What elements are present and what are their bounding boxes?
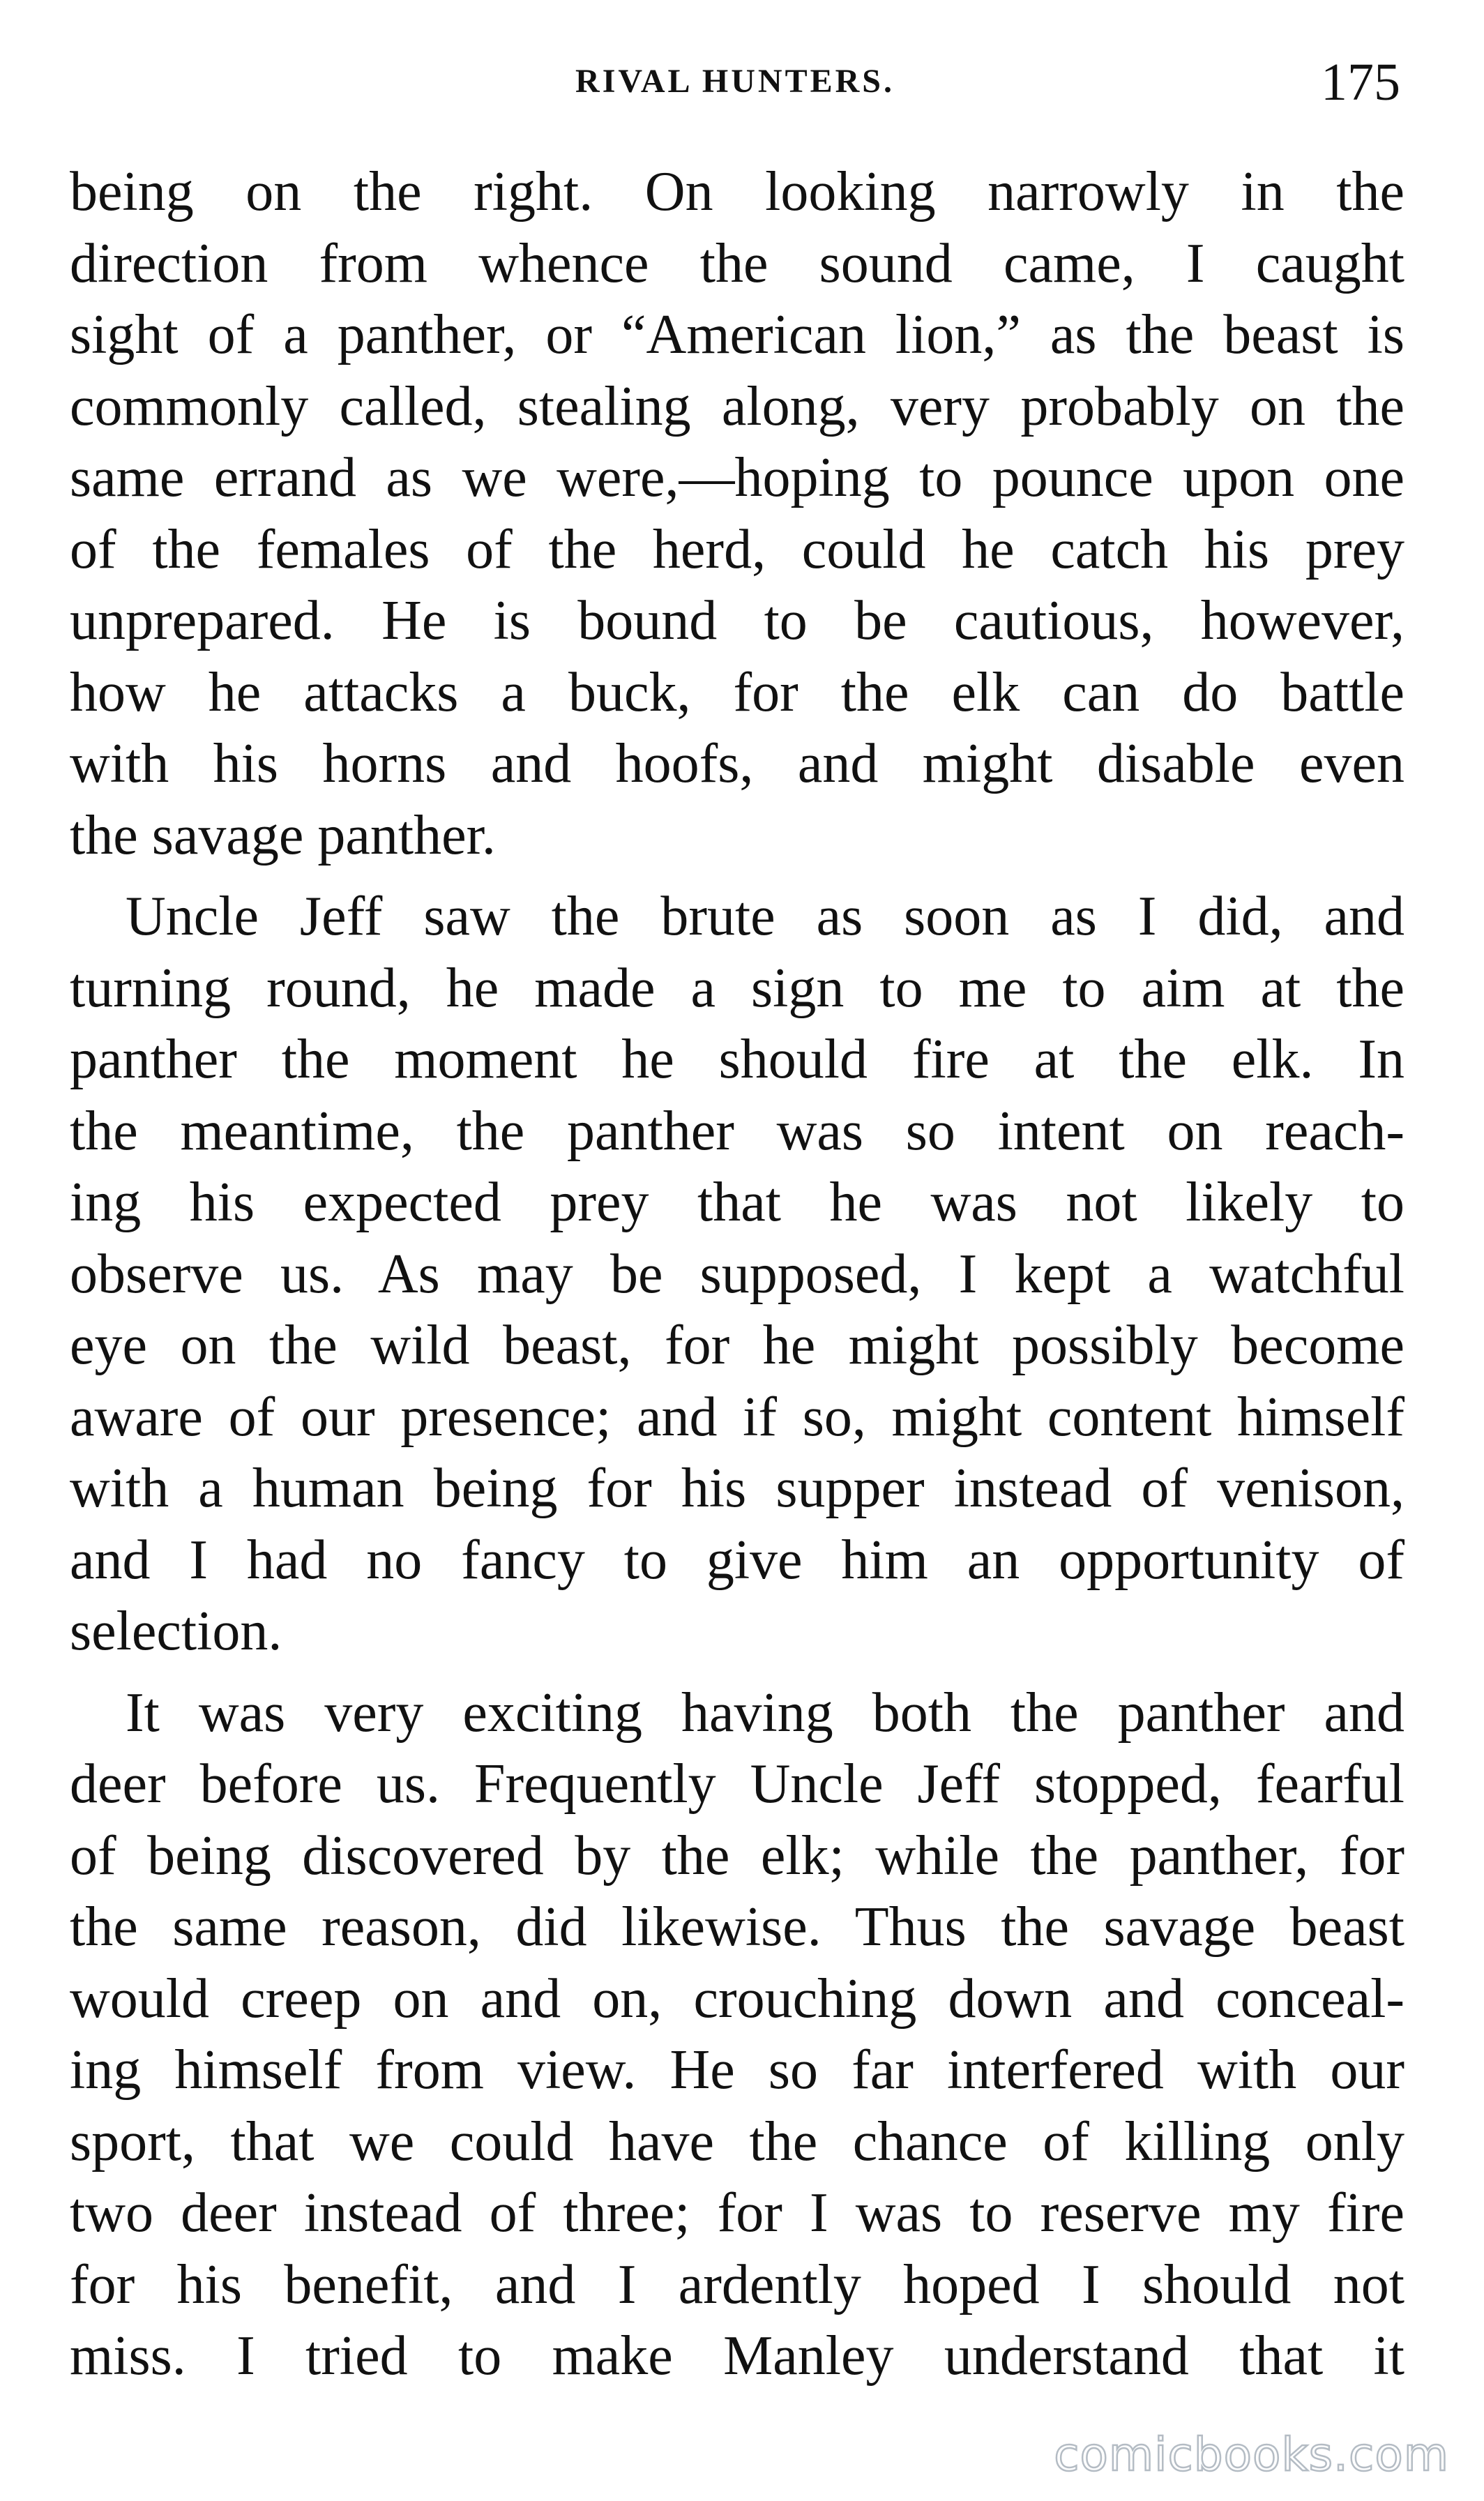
body-text: [70, 156, 1404, 2402]
text-line: It was very exciting having both the panther and: [126, 1682, 1404, 1744]
text-line: the meantime, the panther was so intent on reach-: [70, 1100, 1404, 1162]
text-line: the savage panther.: [70, 804, 496, 866]
text-line: being on the right. On looking narrowly in the: [70, 161, 1404, 222]
text-line: aware of our presence; and if so, might content himself: [70, 1386, 1404, 1448]
text-line: sport, that we could have the chance of killing only: [70, 2110, 1404, 2173]
text-line: Uncle Jeff saw the brute as soon as I did, and: [126, 886, 1404, 947]
text-line: ing himself from view. He so far interfered with our: [70, 2039, 1404, 2101]
text-line: two deer instead of three; for I was to reserve my fire: [70, 2182, 1404, 2244]
text-line: of being discovered by the elk; while the panther, for: [70, 1824, 1404, 1887]
text-line: same errand as we were,—hoping to pounce upon one: [70, 447, 1404, 508]
paragraph-1: [70, 156, 1404, 871]
paragraph-2: [70, 881, 1404, 1668]
text-line: commonly called, stealing along, very probably on the: [70, 375, 1404, 437]
text-line: sight of a panther, or “American lion,” as the beast is: [70, 304, 1404, 365]
text-line: ing his expected prey that he was not likely to: [70, 1172, 1404, 1233]
text-line: and I had no fancy to give him an opportunity of: [70, 1529, 1404, 1591]
text-line: observe us. As may be supposed, I kept a watchful: [70, 1243, 1404, 1305]
text-line: turning round, he made a sign to me to aim at the: [70, 957, 1404, 1019]
text-line: direction from whence the sound came, I caught: [70, 232, 1404, 294]
text-line: would creep on and on, crouching down and conceal-: [70, 1967, 1404, 2030]
paragraph-3: [70, 1677, 1404, 2392]
text-line: for his benefit, and I ardently hoped I should not: [70, 2253, 1404, 2315]
watermark: comicbooks.com: [1054, 2428, 1449, 2481]
text-line: miss. I tried to make Manley understand that it: [70, 2325, 1404, 2387]
text-line: the same reason, did likewise. Thus the savage beast: [70, 1896, 1404, 1958]
running-head: [70, 52, 1400, 122]
text-line: of the females of the herd, could he catch his prey: [70, 518, 1404, 580]
running-title: RIVAL HUNTERS.: [575, 63, 895, 100]
text-line: with a human being for his supper instead of venison,: [70, 1458, 1404, 1519]
text-line: selection.: [70, 1601, 282, 1662]
text-line: with his horns and hoofs, and might disable even: [70, 733, 1404, 794]
text-line: unprepared. He is bound to be cautious, however,: [70, 590, 1404, 651]
text-line: eye on the wild beast, for he might possibly become: [70, 1315, 1404, 1376]
text-line: how he attacks a buck, for the elk can do battle: [70, 661, 1404, 723]
text-line: deer before us. Frequently Uncle Jeff stopped, fearful: [70, 1753, 1404, 1815]
page-number: 175: [1321, 53, 1400, 112]
text-line: panther the moment he should fire at the elk. In: [70, 1029, 1404, 1090]
